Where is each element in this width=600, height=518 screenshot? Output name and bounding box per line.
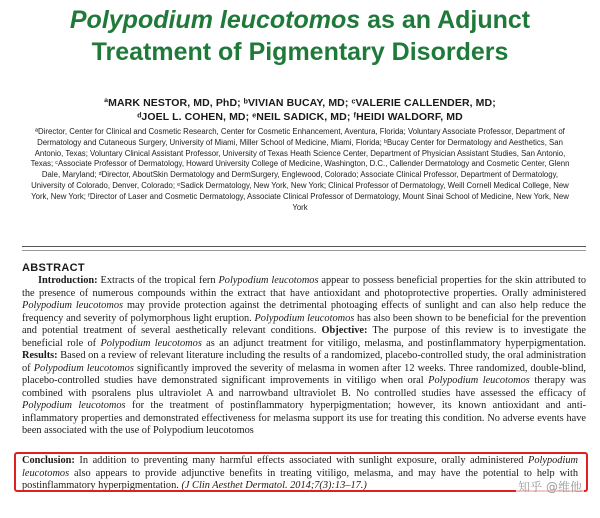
conclusion-label: Conclusion: <box>22 455 75 466</box>
conclusion-text-b: also appears to provide adjunctive benefits in treating vitiligo, melasma, and may have the potential to help with postinflammatory hyperpigmentation. <box>22 467 578 491</box>
conclusion-highlight-box <box>14 452 588 492</box>
results-text-c: therapy was combined with psoralens plus ultraviolet A and narrowband ultraviolet B. No controlled studies have assessed the efficacy of <box>22 375 586 399</box>
abstract-body <box>22 275 586 453</box>
results-text-b: significantly improved the severity of melasma in women after 12 weeks. Three randomized, double-blind, placebo-controlled studies have demonstrated significant improvements in vitiligo when oral <box>22 362 586 386</box>
intro-text-b: appear to possess beneficial properties for the skin attributed to the presence of numerous compounds within the extract that have antioxidant and photoprotective properties. Orally administered <box>22 275 586 299</box>
title-plant-name: Polypodium leucotomos <box>69 6 361 34</box>
citation: (J Clin Aesthet Dermatol. 2014;7(3):13–17.) <box>181 480 367 491</box>
author-line-2: ᵈJOEL L. COHEN, MD; ᵉNEIL SADICK, MD; ᶠHEIDI WALDORF, MD <box>137 111 463 123</box>
author-list <box>0 96 600 124</box>
plant-name: Polypodium leucotomos <box>254 312 355 324</box>
plant-name: Polypodium leucotomos <box>22 300 124 311</box>
objective-label: Objective: <box>321 325 368 336</box>
plant-name: Polypodium leucotomos <box>33 362 134 374</box>
divider-top-2 <box>22 250 586 251</box>
plant-name: Polypodium leucotomos <box>22 400 126 411</box>
watermark: 知乎 @维他 <box>518 480 582 494</box>
intro-text-c: may provide protection against the detrimental photoaging effects of sunlight and can also help reduce the frequency and severity of polymorphous light eruption. <box>22 300 586 324</box>
plant-name: Polypodium leucotomos <box>428 375 530 386</box>
title-line-1 <box>0 4 600 36</box>
divider-top <box>22 246 586 247</box>
objective-text-a: The purpose of this review is to investigate the beneficial role of <box>22 325 586 349</box>
results-text-a: Based on a review of relevant literature including the results of a randomized, placebo-controlled study, the oral administration of <box>22 350 586 374</box>
author-line-1: ªMARK NESTOR, MD, PhD; ᵇVIVIAN BUCAY, MD; ᶜVALERIE CALLENDER, MD; <box>104 97 496 109</box>
conclusion-plant-name: Polypodium leucotomos <box>22 455 578 479</box>
article-title <box>0 4 600 68</box>
intro-text-a: Extracts of the tropical fern <box>97 275 219 286</box>
abstract-heading: ABSTRACT <box>22 262 85 274</box>
plant-name: Polypodium leucotomos <box>100 337 202 349</box>
results-label: Results: <box>22 350 58 361</box>
title-line-1-rest: as an Adjunct <box>360 6 531 34</box>
objective-text-b: as an adjunct treatment for vitiligo, melasma, and postinflammatory hyperpigmentation. <box>201 337 586 349</box>
title-line-2: Treatment of Pigmentary Disorders <box>91 38 509 66</box>
intro-text-d: has also been shown to be beneficial for the prevention and potential treatment of several aesthetically relevant conditions. <box>22 312 586 336</box>
conclusion-text-a: In addition to preventing many harmful effects associated with sunlight exposure, orally administered <box>74 455 528 466</box>
results-text-d: for the treatment of postinflammatory hyperpigmentation; however, its known antioxidant and anti-inflammatory properties and demonstrated effectiveness for melasma support its use for treating this condition. No adverse events have been associated with the use of Polypodium leucotomos <box>22 400 586 436</box>
intro-label: Introduction: <box>38 275 98 286</box>
affiliations: ªDirector, Center for Clinical and Cosmetic Research, Center for Cosmetic Enhancement, Aventura, Florida; Voluntary Associate Professor, Department of Dermatology and Cutaneous Surgery, University of Miami, Miller School of Medicine, Miami, Florida; ᵇBucay Center for Dermatology and Aesthetics, San Antonio, Texas; Voluntary Clinical Assistant Professor, University of Texas Heath Science Center, Department of Physician Assistant Studies, San Antonio, Texas; ᶜAssociate Professor of Dermatology, Howard University College of Medicine, Washington, D.C., Callender Dermatology and Cosmetic Center, Glenn Dale, Maryland; ᵈDirector, AboutSkin Dermatology and DermSurgery, Englewood, Colorado; Associate Clinical Professor, Department of Dermatology, University of Colorado, Denver, Colorado; ᵉSadick Dermatology, New York, New York; Clinical Professor of Dermatology, Weill Cornell Medical College, New York, New York; ᶠDirector of Laser and Cosmetic Dermatology, Associate Clinical Professor of Dermatology, Mount Sinai School of Medicine, New York, New York <box>30 127 570 212</box>
plant-name: Polypodium leucotomos <box>218 275 319 286</box>
